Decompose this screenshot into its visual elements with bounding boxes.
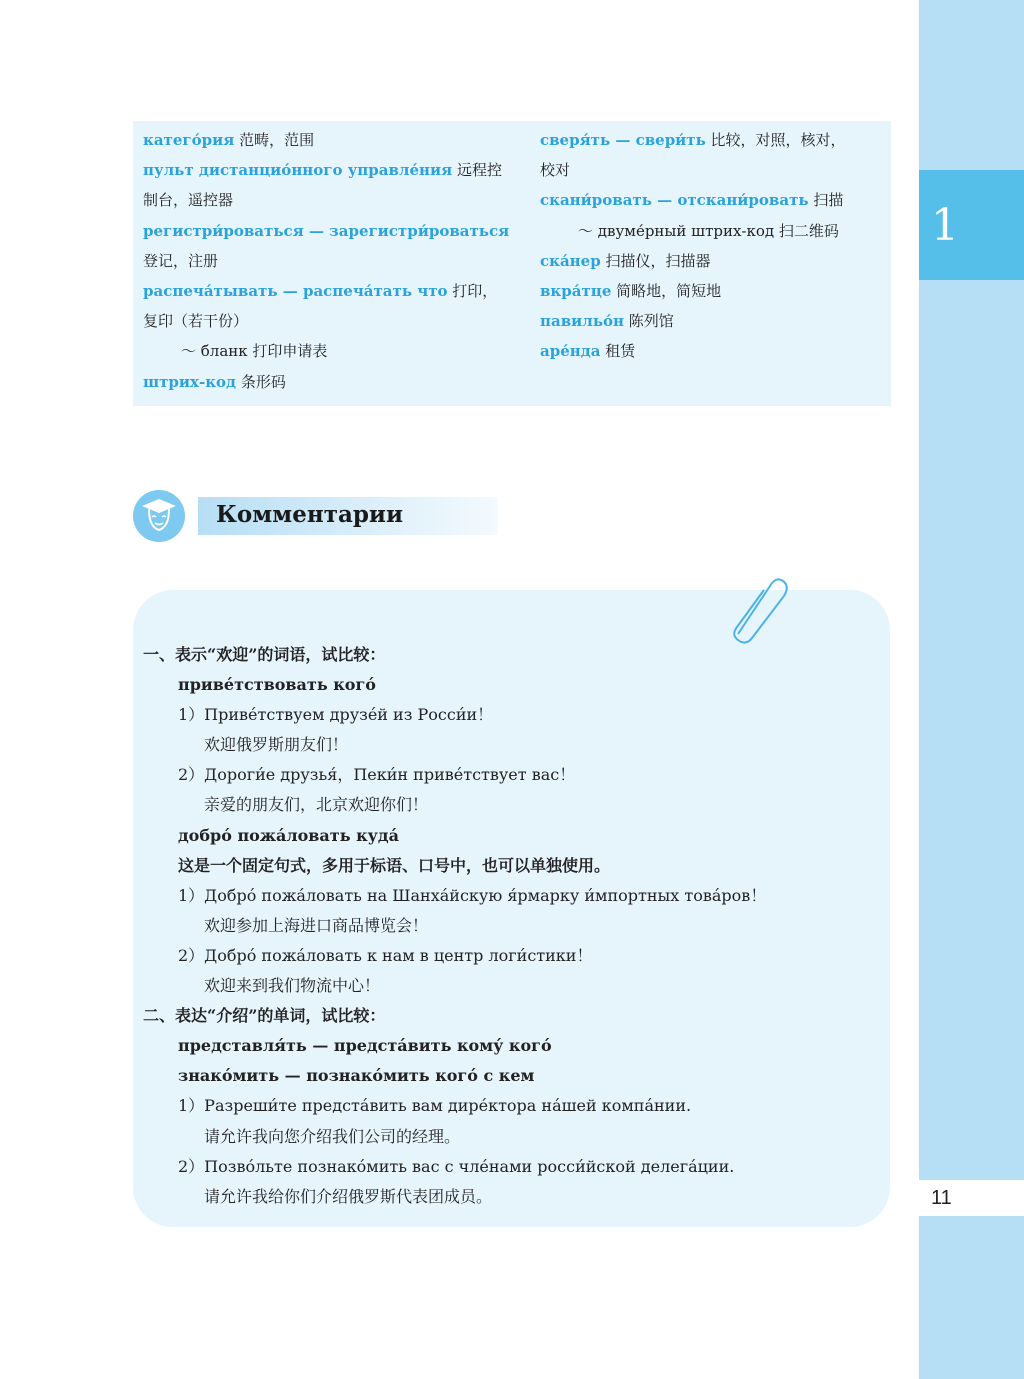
- vocab-translation: 校对: [540, 161, 571, 180]
- vocab-line: [143, 216, 510, 246]
- example-sentence: 2）Позво́льте познако́мить вас с чле́нами росси́йской делега́ции.: [178, 1156, 735, 1176]
- vocab-translation: 条形码: [236, 372, 286, 391]
- vocab-line: [540, 125, 882, 155]
- vocab-translation: 范畴，范围: [234, 131, 315, 149]
- vocabulary-box: [133, 121, 891, 406]
- example-translation: 欢迎俄罗斯朋友们！: [204, 735, 349, 755]
- vocab-term: пульт дистанцио́нного управле́ния: [143, 161, 453, 180]
- vocab-translation: 比较，对照，核对，: [705, 131, 846, 149]
- vocab-term: аре́нда: [540, 342, 601, 361]
- vocab-translation: 远程控: [452, 161, 502, 180]
- vocab-term: ска́нер: [540, 251, 601, 270]
- example-sentence: 1）Приве́тствуем друзе́й из Росси́и！: [178, 705, 494, 725]
- example-sentence: 1）Добро́ пожа́ловать на Шанха́йскую я́рмарку и́мпортных това́ров！: [178, 885, 767, 905]
- vocab-line: [540, 336, 882, 366]
- comments-title-bar: [198, 497, 498, 535]
- vocab-translation: 制台，遥控器: [143, 191, 234, 210]
- vocab-translation: 登记，注册: [143, 251, 219, 270]
- phrase-pattern: добро́ пожа́ловать куда́: [178, 825, 399, 845]
- vocab-line: [143, 336, 488, 366]
- phrase-pattern: приве́тствовать кого́: [178, 675, 376, 695]
- vocab-term: вкра́тце: [540, 282, 612, 301]
- vocab-line: [540, 276, 882, 306]
- phrase-pattern: знако́мить — познако́мить кого́ с кем: [178, 1066, 535, 1086]
- chapter-number: 1: [931, 199, 959, 251]
- vocab-term: распеча́тывать — распеча́тать что: [143, 282, 448, 301]
- vocab-line: [540, 306, 882, 336]
- example-translation: 请允许我给你们介绍俄罗斯代表团成员。: [204, 1186, 493, 1206]
- comments-title: Комментарии: [216, 501, 404, 528]
- paperclip-icon: [728, 572, 790, 650]
- student-face-icon: [133, 490, 185, 542]
- page-number: 11: [931, 1186, 952, 1209]
- chapter-tab: [919, 170, 1024, 280]
- vocab-term: павильо́н: [540, 312, 624, 331]
- vocab-term: скани́ровать — отскани́ровать: [540, 191, 809, 210]
- section-heading: 二、表达“介绍”的单词，试比较：: [143, 1006, 386, 1026]
- example-translation: 亲爱的朋友们，北京欢迎你们！: [204, 795, 429, 815]
- vocab-translation: 扫描仪，扫描器: [600, 251, 711, 270]
- vocab-line: [540, 155, 882, 185]
- phrase-pattern: представля́ть — предста́вить кому́ кого́: [178, 1036, 552, 1056]
- example-translation: 欢迎参加上海进口商品博览会！: [204, 915, 429, 935]
- vocab-translation: ～ бланк 打印申请表: [181, 342, 328, 361]
- example-translation: 请允许我向您介绍我们公司的经理。: [204, 1126, 461, 1146]
- example-sentence: 2）Добро́ пожа́ловать к нам в центр логи́стики！: [178, 945, 593, 965]
- example-sentence: 1）Разреши́те предста́вить вам дире́ктора на́шей компа́нии.: [178, 1096, 692, 1116]
- vocab-translation: 复印（若干份）: [143, 312, 249, 331]
- vocab-line: [540, 216, 882, 246]
- vocab-line: [143, 276, 498, 306]
- vocab-line: [143, 125, 488, 155]
- vocab-term: катего́рия: [143, 131, 235, 149]
- page-number-box: [919, 1180, 1024, 1216]
- example-translation: 欢迎来到我们物流中心！: [204, 976, 381, 996]
- vocab-translation: 打印，: [447, 282, 498, 301]
- vocabulary-column-left: [143, 125, 510, 397]
- vocab-translation: ～ двуме́рный штрих-код 扫二维码: [578, 221, 839, 240]
- vocab-translation: 扫描: [808, 191, 844, 210]
- vocab-translation: 陈列馆: [624, 312, 674, 331]
- vocab-line: [540, 246, 882, 276]
- vocab-term: сверя́ть — свери́ть: [540, 131, 706, 149]
- vocab-line: [143, 246, 488, 276]
- example-sentence: 2）Дороги́е друзья́，Пеки́н приве́тствует вас！: [178, 765, 576, 785]
- vocab-line: [143, 155, 502, 185]
- vocab-translation: 租赁: [600, 342, 636, 361]
- usage-note: 这是一个固定句式，多用于标语、口号中，也可以单独使用。: [178, 855, 611, 875]
- vocab-line: [540, 185, 882, 215]
- vocab-translation: 简略地，简短地: [611, 282, 722, 301]
- vocab-term: регистри́роваться — зарегистри́роваться: [143, 221, 510, 240]
- vocabulary-column-right: [540, 125, 882, 367]
- vocab-line: [143, 367, 488, 397]
- vocab-line: [143, 185, 488, 215]
- vocab-line: [143, 306, 488, 336]
- section-heading: 一、表示“欢迎”的词语，试比较：: [143, 645, 386, 664]
- vocab-term: штрих-код: [143, 372, 237, 391]
- comments-content: [143, 640, 873, 1212]
